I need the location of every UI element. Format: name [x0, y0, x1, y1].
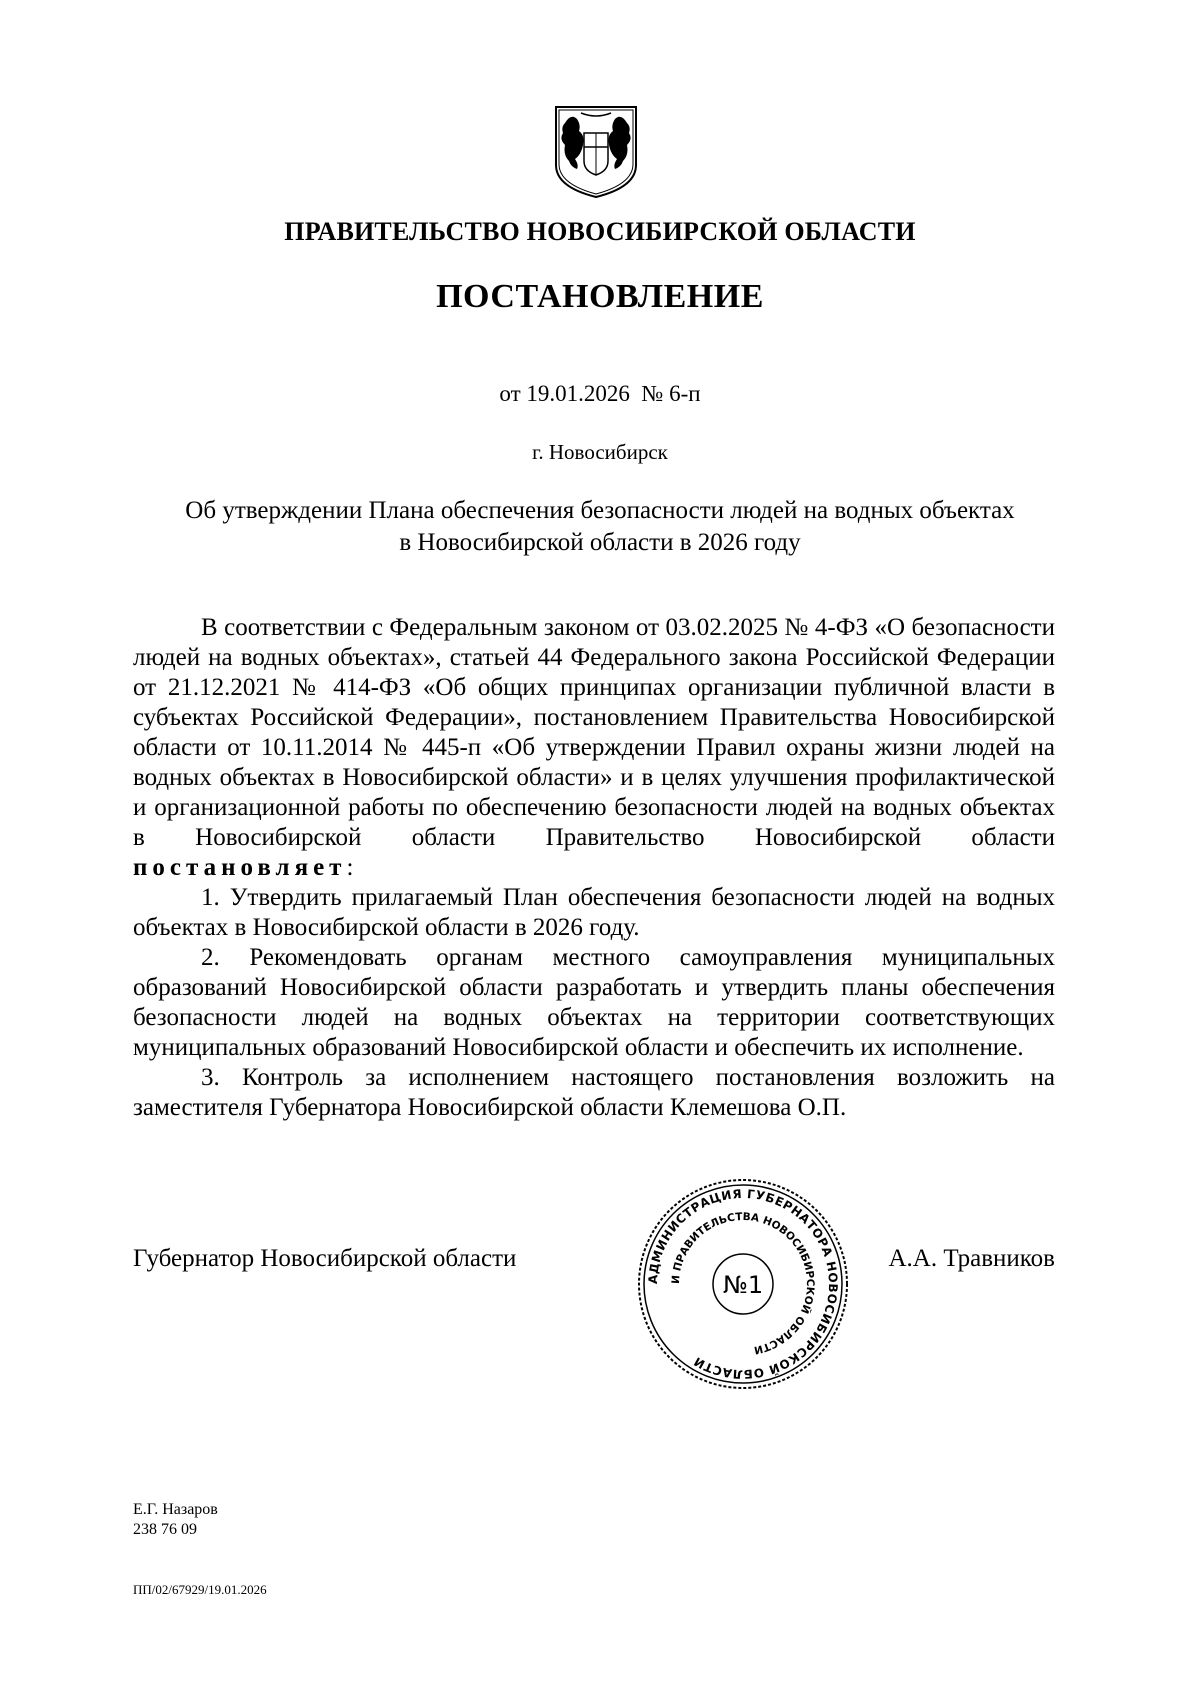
- stamp-number: №1: [722, 1271, 764, 1299]
- signatory-name: А.А. Травников: [888, 1245, 1055, 1272]
- official-stamp: [636, 1177, 850, 1391]
- executor-phone: 238 76 09: [133, 1521, 197, 1538]
- document-type: ПОСТАНОВЛЕНИЕ: [436, 278, 764, 315]
- document-body: [133, 613, 1055, 1123]
- subject-line-2: в Новосибирской области в 2026 году: [399, 529, 801, 556]
- stamp-inner-text: И ПРАВИТЕЛЬСТВА НОВОСИБИРСКОЙ ОБЛАСТИ: [669, 1210, 817, 1357]
- preamble-paragraph: [133, 613, 1055, 883]
- resolves-word: постановляет: [133, 854, 347, 881]
- coat-of-arms-icon: [553, 103, 639, 199]
- stamp-outer-text: АДМИНИСТРАЦИЯ ГУБЕРНАТОРА НОВОСИБИРСКОЙ ОБЛАСТИ: [645, 1186, 841, 1382]
- date-number: от 19.01.2026 № 6-п: [499, 381, 701, 406]
- executor-name: Е.Г. Назаров: [133, 1501, 218, 1518]
- resolves-suffix: :: [346, 854, 354, 881]
- registration-number: ПП/02/67929/19.01.2026: [133, 1582, 267, 1597]
- item-3: 3. Контроль за исполнением настоящего постановления возложить на заместителя Губернатора Новосибирской области Клемешова О.П.: [133, 1064, 1055, 1121]
- organization-title: ПРАВИТЕЛЬСТВО НОВОСИБИРСКОЙ ОБЛАСТИ: [284, 217, 916, 246]
- subject-line-1: Об утверждении Плана обеспечения безопасности людей на водных объектах: [185, 497, 1015, 524]
- signatory-title: Губернатор Новосибирской области: [133, 1245, 517, 1272]
- item-2: 2. Рекомендовать органам местного самоуправления муниципальных образований Новосибирской области разработать и утвердить планы обеспечения безопасности людей на водных объектах на территории соответствующих муниципальных образований Новосибирской области и обеспечить их исполнение.: [133, 944, 1055, 1061]
- city: г. Новосибирск: [532, 440, 668, 464]
- preamble-text: В соответствии с Федеральным законом от 03.02.2025 № 4-ФЗ «О безопасности людей на водных объектах», статьей 44 Федерального закона Российской Федерации от 21.12.2021 № 414-ФЗ «Об общих принципах организации публичной власти в субъектах Российской Федерации», постановлением Правительства Новосибирской области от 10.11.2014 № 445-п «Об утверждении Правил охраны жизни людей на водных объектах в Новосибирской области» и в целях улучшения профилактической и организационной работы по обеспечению безопасности людей на водных объектах в Новосибирской области Правительство Новосибирской области: [133, 614, 1055, 851]
- document-subject: [130, 495, 1070, 559]
- item-1: 1. Утвердить прилагаемый План обеспечения безопасности людей на водных объектах в Новосибирской области в 2026 году.: [133, 884, 1055, 941]
